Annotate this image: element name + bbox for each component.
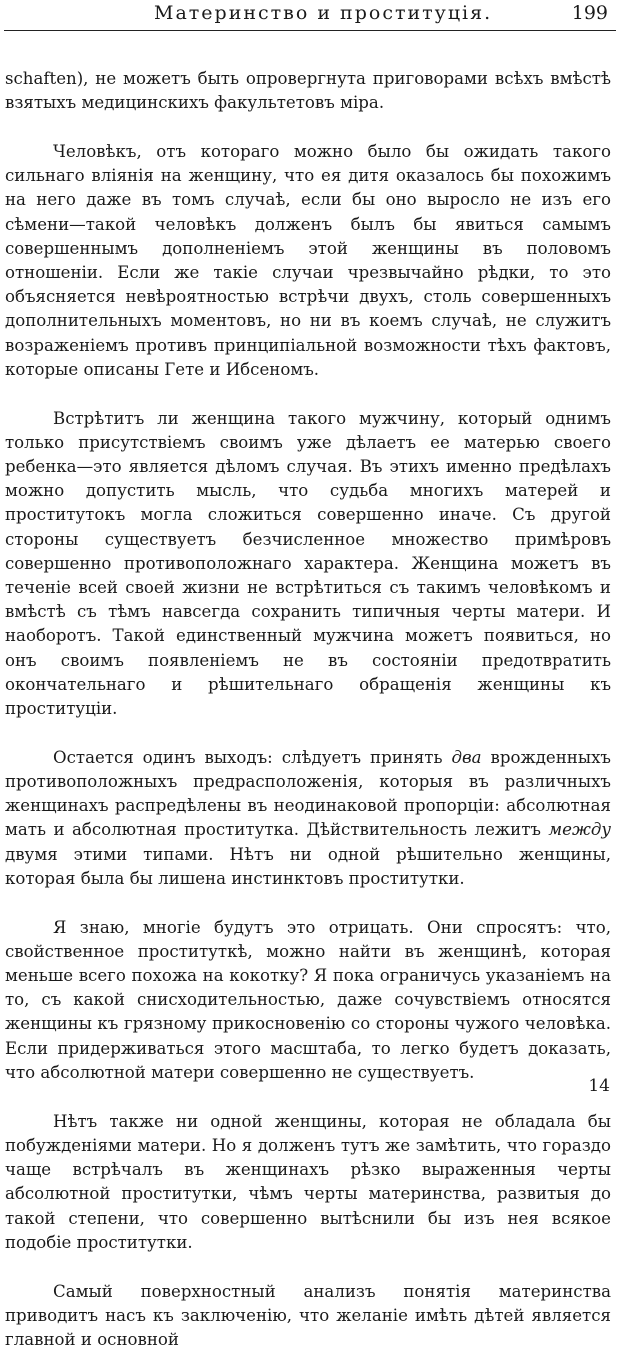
header-rule <box>4 30 616 31</box>
page-number: 199 <box>572 2 608 24</box>
paragraph-4 <box>5 746 611 891</box>
emphasis-dva: два <box>451 748 481 767</box>
running-header <box>4 2 616 28</box>
paragraph-4-part-3: двумя этими типами. Нѣтъ ни одной рѣшительно женщины, которая была бы лишена инстинктовъ проститутки. <box>5 845 611 888</box>
paragraph-7: Самый поверхностный анализъ понятія материнства приводитъ насъ къ заключенію, что желаніе имѣть дѣтей является главной и основной <box>5 1280 611 1352</box>
paragraph-6: Нѣтъ также ни одной женщины, которая не обладала бы побужденіями матери. Но я долженъ тутъ же замѣтить, что гораздо чаще встрѣчалъ въ женщинахъ рѣзко выраженныя черты абсолютной проститутки, чѣмъ черты материнства, развитыя до такой степени, что совершенно вытѣснили бы изъ нея всякое подобіе проститутки. <box>5 1110 611 1255</box>
paragraph-4-part-2: врожденныхъ противоположныхъ предрасположенія, которыя въ различныхъ женщинахъ распредѣлены въ неодинаковой пропорціи: абсолютная мать и абсолютная проститутка. Дѣйствительность лежитъ <box>5 748 611 840</box>
signature-mark: 14 <box>588 1076 610 1096</box>
paragraph-1: schaften), не можетъ быть опровергнута приговорами всѣхъ вмѣстѣ взятыхъ медицинскихъ факультетовъ міра. <box>5 67 611 115</box>
paragraph-5: Я знаю, многіе будутъ это отрицать. Они спросятъ: что, свойственное проституткѣ, можно найти въ женщинѣ, которая меньше всего похожа на кокотку? Я пока ограничусь указаніемъ на то, съ какой снисходительностью, даже сочувствіемъ относятся женщины къ грязному прикосновенію со стороны чужого человѣка. Если придерживаться этого масштаба, то легко будетъ доказать, что абсолютной матери совершенно не существуетъ. <box>5 916 611 1085</box>
running-title: Материнство и проституція. <box>154 2 492 24</box>
paragraph-3: Встрѣтитъ ли женщина такого мужчину, который однимъ только присутствіемъ своимъ уже дѣлаетъ ее матерью своего ребенка—это является дѣломъ случая. Въ этихъ именно предѣлахъ можно допустить мысль, что судьба многихъ матерей и проститутокъ могла сложиться совершенно иначе. Съ другой стороны существуетъ безчисленное множество примѣровъ совершенно противоположнаго характера. Женщина можетъ въ теченіе всей своей жизни не встрѣтиться съ такимъ человѣкомъ и вмѣстѣ съ тѣмъ навсегда сохранить типичныя черты матери. И наоборотъ. Такой единственный мужчина можетъ появиться, но онъ своимъ появленіемъ не въ состояніи предотвратить окончательнаго и рѣшительнаго обращенія женщины къ проституціи. <box>5 407 611 722</box>
paragraph-2: Человѣкъ, отъ котораго можно было бы ожидать такого сильнаго вліянія на женщину, что ея дитя оказалось бы похожимъ на него даже въ томъ случаѣ, если бы оно выросло не изъ его сѣмени—такой человѣкъ долженъ былъ бы явиться самымъ совершеннымъ дополненіемъ этой женщины въ половомъ отношеніи. Если же такіе случаи чрезвычайно рѣдки, то это объясняется невѣроятностью встрѣчи двухъ, столь совершенныхъ дополнительныхъ моментовъ, но ни въ коемъ случаѣ, не служитъ возраженіемъ противъ принципіальной возможности тѣхъ фактовъ, которые описаны Гете и Ибсеномъ. <box>5 140 611 382</box>
paragraph-4-part-1: Остается одинъ выходъ: слѣдуетъ принять <box>53 748 451 767</box>
body-text <box>5 67 611 1352</box>
emphasis-mezhdu: между <box>548 820 611 839</box>
